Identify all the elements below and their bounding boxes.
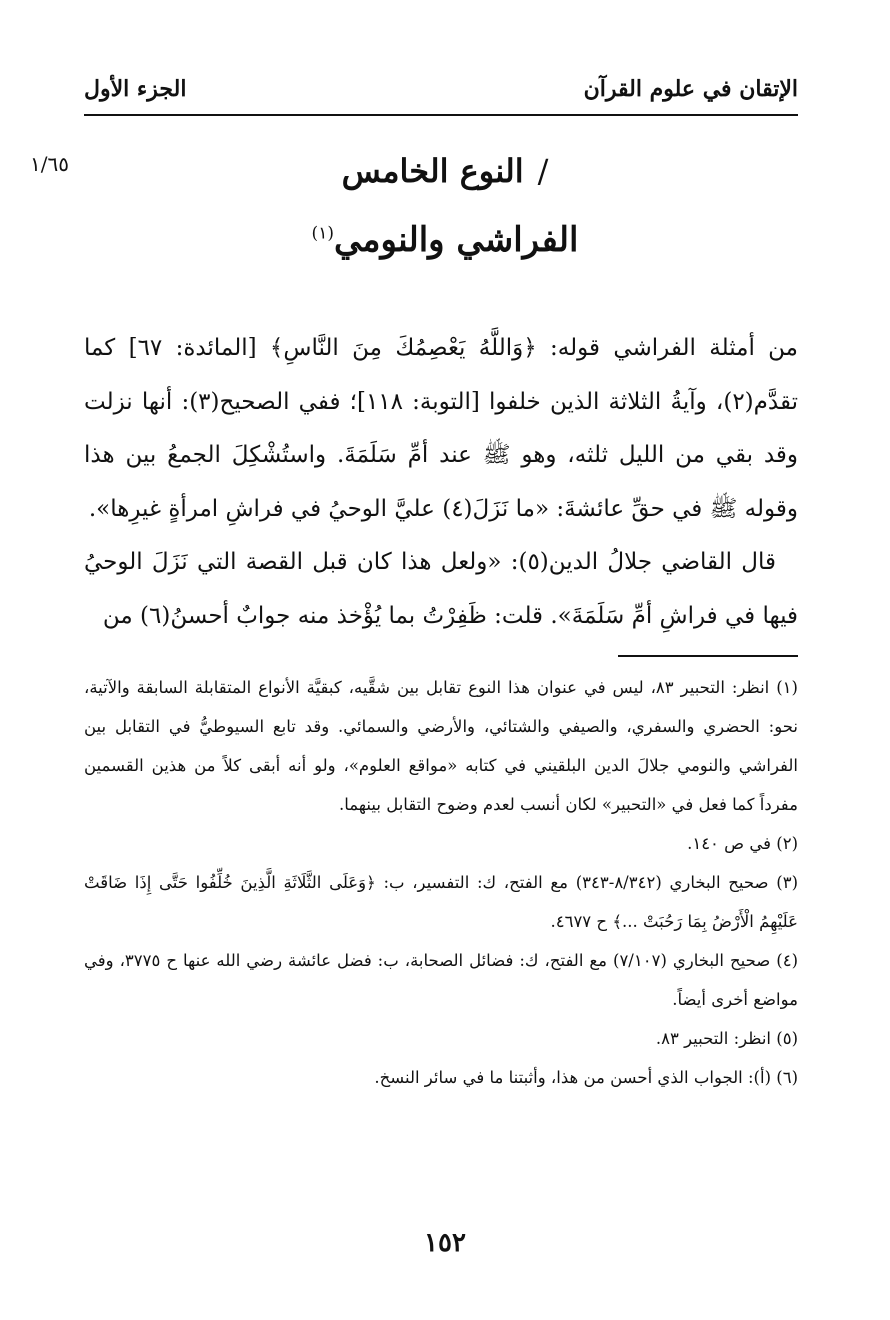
footnote-4: (٤) صحيح البخاري (٧/١٠٧) مع الفتح، ك: فضائل الصحابة، ب: فضل عائشة رضي الله عنها ح ٣٧٧٥، وفي مواضع أخرى أيضاً. bbox=[84, 951, 799, 1009]
volume-label: الجزء الأول bbox=[84, 76, 187, 102]
footnote-2: (٢) في ص ١٤٠. bbox=[687, 834, 798, 853]
footnotes bbox=[84, 668, 798, 1097]
body-paragraph-2: قال القاضي جلالُ الدين(٥): «ولعل هذا كان قبل القصة التي نَزَلَ الوحيُ فيها في فراشِ أمِّ سَلَمَةَ». قلت: ظَفِرْتُ بما يُؤْخذ منه جوابٌ أحسنُ(٦) من bbox=[84, 549, 798, 629]
body-paragraph-1: من أمثلة الفراشي قوله: ﴿وَاللَّهُ يَعْصِمُكَ مِنَ النَّاسِ﴾ [المائدة: ٦٧] كما تقدَّم(٢)، وآيةُ الثلاثة الذين خلفوا [التوبة: ١١٨]؛ ففي الصحيح(٣): أنها نزلت وقد بقي من الليل ثلثه، وهو ﷺ عند أمِّ سَلَمَةَ. واستُشْكِلَ الجمعُ بين هذا وقوله ﷺ في حقِّ عائشةَ: «ما نَزَلَ(٤) عليَّ الوحيُ في فراشِ امرأةٍ غيرِها». bbox=[84, 335, 799, 522]
heading-marker: / bbox=[537, 152, 549, 190]
section-subtitle-text: الفراشي والنومي bbox=[333, 220, 579, 260]
footnote-6: (٦) (أ): الجواب الذي أحسن من هذا، وأثبتنا ما في سائر النسخ. bbox=[374, 1068, 798, 1087]
margin-reference: ١/٦٥ bbox=[30, 152, 69, 176]
book-title: الإتقان في علوم القرآن bbox=[583, 76, 798, 102]
running-header bbox=[84, 70, 798, 116]
main-text bbox=[84, 322, 798, 643]
section-subtitle bbox=[0, 220, 890, 260]
footnote-separator bbox=[618, 655, 798, 657]
section-heading bbox=[0, 152, 890, 190]
footnote-3: (٣) صحيح البخاري (٨/٣٤٢-٣٤٣) مع الفتح، ك: التفسير، ب: ﴿وَعَلَى الثَّلَاثَةِ الَّذِينَ خُلِّفُوا حَتَّى إِذَا ضَاقَتْ عَلَيْهِمُ الْأَرْضُ بِمَا رَحُبَتْ ...﴾ ح ٤٦٧٧. bbox=[84, 873, 798, 931]
footnote-1: (١) انظر: التحبير ٨٣، ليس في عنوان هذا النوع تقابل بين شقَّيه، كبقيَّة الأنواع المتقابلة السابقة والآتية، نحو: الحضري والسفري، والصيفي والشتائي، والأرضي والسمائي. وقد تابع السيوطيُّ في التقابل بين الفراشي والنومي جلالَ الدين البلقيني في كتابه «مواقع العلوم»، ولو أنه أبقى كلاً من هذين القسمين مفرداً كما فعل في «التحبير» لكان أنسب لعدم وضوح التقابل بينهما. bbox=[84, 678, 798, 814]
section-heading-text: النوع الخامس bbox=[341, 152, 524, 190]
page-number: ١٥٢ bbox=[424, 1228, 466, 1258]
subtitle-footnote-ref: (١) bbox=[311, 223, 334, 244]
footnote-5: (٥) انظر: التحبير ٨٣. bbox=[655, 1029, 798, 1048]
